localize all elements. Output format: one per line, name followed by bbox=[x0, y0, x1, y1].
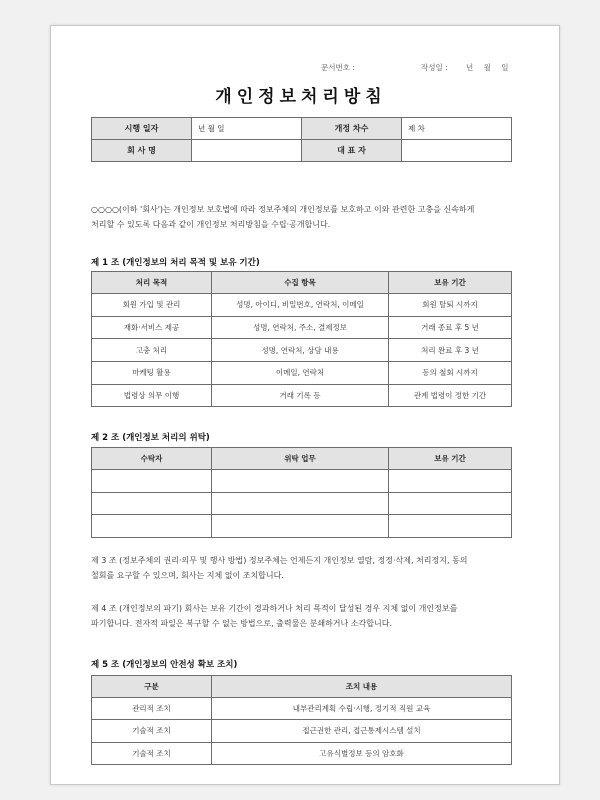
table-cell: 내부관리계획 수립·시행, 정기적 직원 교육 bbox=[212, 698, 512, 720]
table-cell: 접근권한 관리, 접근통제시스템 설치 bbox=[212, 720, 512, 742]
table-row bbox=[92, 470, 512, 493]
table-row bbox=[92, 515, 512, 538]
company-field[interactable] bbox=[192, 140, 302, 162]
section4-line: 파기합니다. 전자적 파일은 복구할 수 없는 방법으로, 출력물은 분쇄하거나 소각합니다. bbox=[91, 619, 392, 628]
ceo-field[interactable] bbox=[402, 140, 512, 162]
info-row bbox=[92, 118, 512, 140]
table-row bbox=[92, 339, 512, 362]
column-header: 수탁자 bbox=[92, 448, 212, 470]
table-header-row bbox=[92, 272, 512, 294]
doc-number-label: 문서번호 : bbox=[321, 63, 355, 72]
column-header: 수집 항목 bbox=[212, 272, 389, 294]
document-title: 개인정보처리방침 bbox=[215, 87, 387, 107]
table-cell: 회원 탈퇴 시까지 bbox=[389, 294, 512, 317]
table-cell: 성명, 연락처, 상담 내용 bbox=[212, 339, 389, 362]
table-row bbox=[92, 698, 512, 720]
blank-cell[interactable] bbox=[389, 492, 512, 515]
info-row bbox=[92, 140, 512, 162]
table-cell: 처리 완료 후 3 년 bbox=[389, 339, 512, 362]
table-header-row bbox=[92, 448, 512, 470]
table-cell: 재화·서비스 제공 bbox=[92, 316, 212, 339]
table-cell: 고충 처리 bbox=[92, 339, 212, 362]
intro-line: 처리할 수 있도록 다음과 같이 개인정보 처리방침을 수립·공개합니다. bbox=[91, 220, 331, 229]
table-row bbox=[92, 294, 512, 317]
table-cell: 관리적 조치 bbox=[92, 698, 212, 720]
column-header: 위탁 업무 bbox=[212, 448, 389, 470]
blank-cell[interactable] bbox=[389, 515, 512, 538]
effective-date-field[interactable]: 년 월 일 bbox=[192, 118, 302, 140]
column-header: 조치 내용 bbox=[212, 676, 512, 698]
table-row bbox=[92, 742, 512, 764]
document-page bbox=[50, 25, 560, 785]
table-cell: 관계 법령이 정한 기간 bbox=[389, 384, 512, 407]
blank-cell[interactable] bbox=[212, 492, 389, 515]
table-row bbox=[92, 316, 512, 339]
blank-cell[interactable] bbox=[92, 470, 212, 493]
section3-line: 철회를 요구할 수 있으며, 회사는 지체 없이 조치합니다. bbox=[91, 571, 284, 580]
table-cell: 마케팅 활용 bbox=[92, 362, 212, 385]
document-header bbox=[91, 62, 511, 74]
date-label: 작성일 : bbox=[421, 63, 448, 72]
section3-paragraph bbox=[91, 553, 511, 583]
section2-title: 제 2 조 (개인정보 처리의 위탁) bbox=[91, 433, 210, 443]
table-cell: 거래 기록 등 bbox=[212, 384, 389, 407]
effective-date-label: 시행 일자 bbox=[92, 118, 192, 140]
revision-field[interactable]: 제 차 bbox=[402, 118, 512, 140]
table-cell: 동의 철회 시까지 bbox=[389, 362, 512, 385]
column-header: 처리 목적 bbox=[92, 272, 212, 294]
table-row bbox=[92, 362, 512, 385]
table-cell: 거래 종료 후 5 년 bbox=[389, 316, 512, 339]
intro-line: ○○○○(이하 '회사')는 개인정보 보호법에 따라 정보주체의 개인정보를 보호하고 이와 관련한 고충을 신속하게 bbox=[91, 205, 475, 214]
column-header: 구분 bbox=[92, 676, 212, 698]
blank-cell[interactable] bbox=[389, 470, 512, 493]
section1-title: 제 1 조 (개인정보의 처리 목적 및 보유 기간) bbox=[91, 258, 260, 268]
table-cell: 이메일, 연락처 bbox=[212, 362, 389, 385]
company-label: 회 사 명 bbox=[92, 140, 192, 162]
table-cell: 기술적 조치 bbox=[92, 742, 212, 764]
blank-cell[interactable] bbox=[92, 515, 212, 538]
section4-line: 제 4 조 (개인정보의 파기) 회사는 보유 기간이 경과하거나 처리 목적이 달성된 경우 지체 없이 개인정보를 bbox=[91, 604, 458, 613]
date-value: 년 월 일 bbox=[466, 63, 509, 72]
table-header-row bbox=[92, 676, 512, 698]
blank-cell[interactable] bbox=[212, 470, 389, 493]
table-cell: 고유식별정보 등의 암호화 bbox=[212, 742, 512, 764]
revision-label: 개정 차수 bbox=[302, 118, 402, 140]
section5-title: 제 5 조 (개인정보의 안전성 확보 조치) bbox=[91, 660, 238, 670]
table-row bbox=[92, 492, 512, 515]
table-row bbox=[92, 384, 512, 407]
table-cell: 법령상 의무 이행 bbox=[92, 384, 212, 407]
info-table bbox=[91, 117, 512, 162]
column-header: 보유 기간 bbox=[389, 448, 512, 470]
section4-paragraph bbox=[91, 601, 511, 631]
table-cell: 회원 가입 및 관리 bbox=[92, 294, 212, 317]
intro-paragraph bbox=[91, 202, 511, 232]
section3-line: 제 3 조 (정보주체의 권리·의무 및 행사 방법) 정보주체는 언제든지 개인정보 열람, 정정·삭제, 처리정지, 동의 bbox=[91, 556, 468, 565]
table-cell: 기술적 조치 bbox=[92, 720, 212, 742]
ceo-label: 대 표 자 bbox=[302, 140, 402, 162]
blank-cell[interactable] bbox=[212, 515, 389, 538]
consignment-table bbox=[91, 447, 512, 538]
table-cell: 성명, 연락처, 주소, 결제정보 bbox=[212, 316, 389, 339]
table-row bbox=[92, 720, 512, 742]
column-header: 보유 기간 bbox=[389, 272, 512, 294]
safety-measures-table bbox=[91, 675, 512, 765]
table-cell: 성명, 아이디, 비밀번호, 연락처, 이메일 bbox=[212, 294, 389, 317]
blank-cell[interactable] bbox=[92, 492, 212, 515]
purpose-table bbox=[91, 271, 512, 407]
